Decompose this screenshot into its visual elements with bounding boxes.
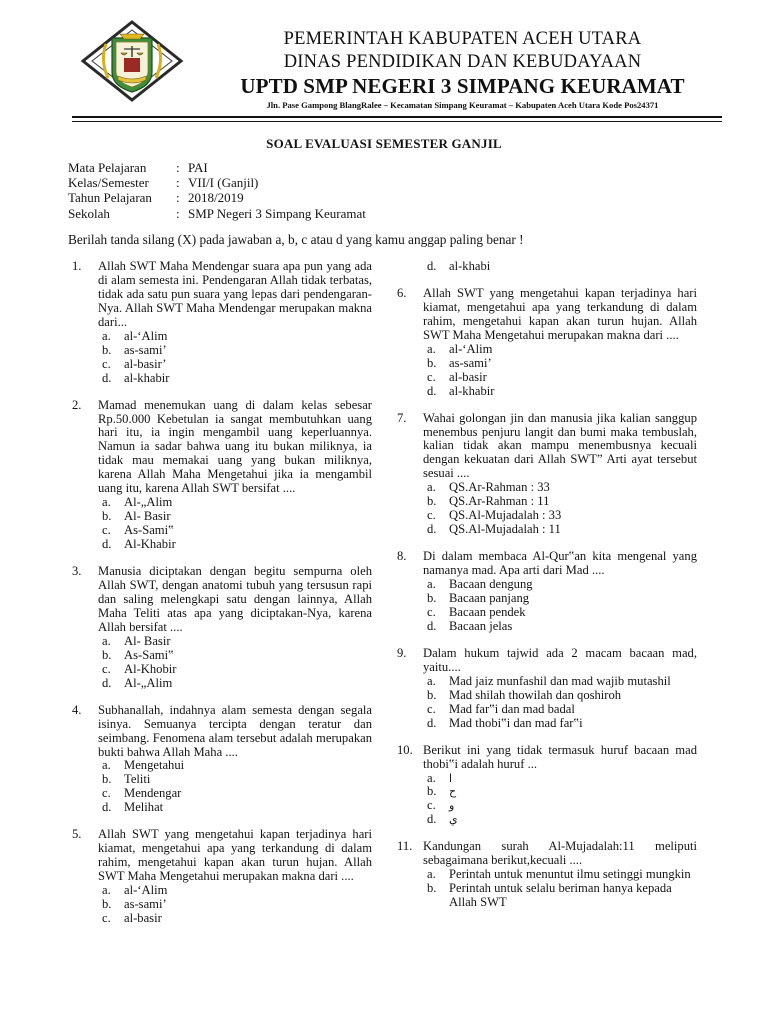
option-letter: c. — [102, 661, 111, 676]
option-text: Al-Khobir — [124, 661, 177, 676]
option-text: as-sami’ — [124, 897, 167, 912]
option-letter: a. — [427, 480, 436, 495]
option-text: Mad jaiz munfashil dan mad wajib mutashil — [449, 673, 671, 688]
option-letter: a. — [102, 633, 111, 648]
option-text: QS.Ar-Rahman : 11 — [449, 494, 550, 509]
answer-option — [98, 344, 372, 358]
answer-option — [423, 260, 697, 274]
question-text: Mamad menemukan uang di dalam kelas sebesar Rp.50.000 Kebetulan ia sangat membutuhkan uang hari itu, ia ingin mengambil uang keperluannya. Namun ia sadar bahwa uang itu bukan miliknya, ia tidak mau memakai uang yang bukan miliknya, karena Allah Maha Mengetahui jika ia mengambil uang itu, karena Allah SWT bersifat .... — [98, 397, 372, 496]
option-text: ي — [449, 813, 458, 827]
question-number: 2. — [72, 397, 82, 412]
option-text: Al- Basir — [124, 509, 171, 524]
question-number: 11. — [397, 839, 413, 854]
answer-option — [423, 592, 697, 606]
option-text: al-‘Alim — [449, 341, 493, 356]
option-text: al-basir — [449, 369, 487, 384]
question-number: 10. — [397, 742, 413, 757]
option-text: Mengetahui — [124, 758, 185, 773]
identity-colon: : — [176, 175, 180, 191]
answer-option — [423, 785, 697, 799]
option-text: ح — [449, 785, 457, 799]
question-text: Allah SWT yang mengetahui kapan terjadinya hari kiamat, mengetahui apa yang terkandung di dalam rahim, mengetahui kapan akan turun hujan. Allah SWT Maha Mengetahui merupakan makna dari .... — [98, 827, 372, 884]
option-text: al-‘Alim — [124, 883, 168, 898]
answer-option — [98, 649, 372, 663]
option-letter: c. — [427, 604, 436, 619]
option-text: Bacaan dengung — [449, 577, 533, 592]
answer-option — [98, 884, 372, 898]
identity-value: 2018/2019 — [188, 190, 244, 206]
answer-option — [423, 675, 697, 689]
question-text: Wahai golongan jin dan manusia jika kalian sanggup menembus penjuru langit dan bumi maka tembuslah, kalian tidak akan mampu menembusnya kecuali dengan kekuatan dari Allah SWT” Arti ayat tersebut sesuai .... — [423, 410, 697, 481]
answer-option — [423, 813, 697, 827]
option-letter: a. — [427, 577, 436, 592]
option-text: Mad shilah thowilah dan qoshiroh — [449, 687, 622, 702]
option-letter: c. — [102, 356, 111, 371]
option-letter: c. — [102, 523, 111, 538]
answer-option — [98, 787, 372, 801]
option-letter: c. — [427, 798, 436, 813]
answer-option — [423, 578, 697, 592]
question-item — [397, 412, 697, 538]
option-text: As-Sami‟ — [124, 647, 174, 662]
option-text: QS.Al-Mujadalah : 33 — [449, 508, 562, 523]
option-text: al-khabir — [449, 383, 495, 398]
header-address: Jln. Pase Gampong BlangRalee – Kecamatan Simpang Keuramat – Kabupaten Aceh Utara Kode Pos24371 — [266, 100, 659, 110]
option-letter: b. — [102, 772, 112, 787]
question-item — [72, 565, 372, 691]
aceh-utara-logo-icon — [80, 20, 184, 102]
identity-row — [68, 206, 366, 221]
option-letter: b. — [102, 647, 112, 662]
answer-option — [423, 371, 697, 385]
question-continuation — [397, 260, 697, 274]
option-letter: c. — [102, 786, 111, 801]
question-item — [72, 704, 372, 816]
option-text: As-Sami‟ — [124, 523, 174, 538]
question-item — [72, 399, 372, 552]
answer-option — [98, 538, 372, 552]
option-text: Al-Khabir — [124, 537, 176, 552]
option-letter: d. — [427, 812, 437, 827]
option-text: Al-„Alim — [124, 495, 173, 510]
option-letter: b. — [427, 355, 437, 370]
questions-right-column — [397, 260, 697, 923]
option-letter: d. — [427, 618, 437, 633]
answer-option — [423, 689, 697, 703]
option-letter: a. — [427, 867, 436, 882]
questions-left-column — [72, 260, 372, 939]
option-letter: b. — [102, 509, 112, 524]
option-text: Mad thobi‟i dan mad far‟i — [449, 715, 583, 730]
question-text: Berikut ini yang tidak termasuk huruf bacaan mad thobi‟i adalah huruf ... — [423, 742, 697, 771]
option-letter: a. — [102, 495, 111, 510]
identity-label: Sekolah — [68, 205, 110, 221]
option-letter: a. — [102, 328, 111, 343]
identity-row — [68, 190, 366, 205]
answer-option — [423, 481, 697, 495]
option-text: Mad far‟i dan mad badal — [449, 701, 575, 716]
option-letter: a. — [427, 341, 436, 356]
answer-option — [98, 677, 372, 691]
option-text: as-sami’ — [449, 355, 492, 370]
option-text: al-khabir — [124, 370, 170, 385]
answer-option — [423, 703, 697, 717]
option-text: as-sami’ — [124, 342, 167, 357]
identity-label: Kelas/Semester — [68, 175, 149, 191]
identity-label: Tahun Pelajaran — [68, 190, 152, 206]
option-text: Al-„Alim — [124, 675, 173, 690]
identity-value: VII/I (Ganjil) — [188, 175, 259, 191]
question-text: Allah SWT Maha Mendengar suara apa pun yang ada di alam semesta ini. Pendengaran Allah tidak terbatas, tidak ada satu pun suara yang lepas dari pendengaran-Nya. Allah SWT Maha Mendengar merupakan makna dari... — [98, 259, 372, 329]
header-rule-thick — [72, 116, 722, 118]
option-letter: a. — [427, 770, 436, 785]
header-agency: DINAS PENDIDIKAN DAN KEBUDAYAAN — [283, 52, 642, 72]
option-text: al-basir’ — [124, 356, 167, 371]
identity-row — [68, 160, 366, 175]
question-text: Subhanallah, indahnya alam semesta dengan segala isinya. Semuanya tercipta dengan teratur dan seimbang. Fenomena alam tersebut adalah merupakan bukti bahwa Allah Maha .... — [98, 702, 372, 759]
question-number: 7. — [397, 410, 407, 425]
answer-option — [98, 635, 372, 649]
identity-colon: : — [176, 190, 180, 206]
answer-option — [98, 372, 372, 386]
question-number: 8. — [397, 549, 407, 564]
answer-option — [98, 912, 372, 926]
option-letter: d. — [102, 370, 112, 385]
option-letter: d. — [102, 800, 112, 815]
answer-option — [423, 509, 697, 523]
option-text: و — [449, 799, 455, 813]
answer-option — [423, 868, 697, 882]
answer-option — [98, 759, 372, 773]
answer-option — [423, 523, 697, 537]
answer-option — [98, 663, 372, 677]
option-letter: b. — [427, 784, 437, 799]
answer-option — [423, 620, 697, 634]
question-item — [72, 828, 372, 926]
answer-option — [423, 772, 697, 786]
option-letter: d. — [102, 537, 112, 552]
option-text: ا — [449, 771, 453, 785]
option-letter: b. — [427, 494, 437, 509]
option-text: QS.Al-Mujadalah : 11 — [449, 522, 561, 537]
option-text: Bacaan pendek — [449, 604, 526, 619]
header-rule-thin — [72, 121, 722, 122]
option-letter: b. — [102, 897, 112, 912]
question-number: 1. — [72, 259, 82, 273]
identity-value: SMP Negeri 3 Simpang Keuramat — [188, 205, 366, 221]
option-letter: c. — [427, 508, 436, 523]
question-item — [397, 744, 697, 828]
question-number: 4. — [72, 702, 82, 717]
answer-option — [98, 801, 372, 815]
option-text: Perintah untuk menuntut ilmu setinggi mungkin — [449, 867, 691, 882]
answer-option — [423, 343, 697, 357]
option-text: Bacaan jelas — [449, 618, 513, 633]
option-letter: c. — [102, 910, 111, 925]
option-text: Teliti — [124, 772, 151, 787]
header-government: PEMERINTAH KABUPATEN ACEH UTARA — [283, 29, 642, 49]
header-school: UPTD SMP NEGERI 3 SIMPANG KEURAMAT — [240, 74, 685, 98]
option-letter: b. — [427, 687, 437, 702]
instruction-text: Berilah tanda silang (X) pada jawaban a, b, c atau d yang kamu anggap paling benar ! — [68, 232, 524, 247]
option-text: Bacaan panjang — [449, 591, 530, 606]
option-text: al-‘Alim — [124, 328, 168, 343]
question-text: Di dalam membaca Al-Qur‟an kita mengenal yang namanya mad. Apa arti dari Mad .... — [423, 549, 697, 578]
question-item — [72, 260, 372, 386]
question-item — [397, 287, 697, 399]
option-letter: d. — [427, 522, 437, 537]
answer-option — [423, 606, 697, 620]
question-item — [397, 550, 697, 634]
question-number: 5. — [72, 827, 82, 842]
option-text: al-khabi — [449, 259, 491, 273]
answer-option — [423, 385, 697, 399]
answer-option — [423, 799, 697, 813]
option-text: al-basir — [124, 910, 162, 925]
answer-option — [98, 358, 372, 372]
option-letter: b. — [427, 591, 437, 606]
identity-colon: : — [176, 205, 180, 221]
question-text: Manusia diciptakan dengan begitu sempurna oleh Allah SWT, dengan anatomi tubuh yang tersusun rapi dan saling melengkapi satu dengan lainnya, Allah Maha Teliti atas apa yang diciptakan-Nya, karena Allah bersifat .... — [98, 564, 372, 634]
identity-label: Mata Pelajaran — [68, 160, 147, 175]
answer-option — [423, 495, 697, 509]
question-text: Allah SWT yang mengetahui kapan terjadinya hari kiamat, mengetahui apa yang terkandung di dalam rahim, mengetahui kapan akan turun hujan. Allah SWT Maha Mengetahui merupakan makna dari .... — [423, 285, 697, 342]
answer-option — [98, 510, 372, 524]
option-letter: d. — [427, 715, 437, 730]
answer-option — [98, 496, 372, 510]
option-letter: a. — [102, 758, 111, 773]
question-item — [397, 840, 697, 910]
option-letter: a. — [427, 673, 436, 688]
question-number: 6. — [397, 285, 407, 300]
identity-value: PAI — [188, 160, 208, 175]
option-letter: d. — [427, 259, 437, 273]
answer-option — [423, 717, 697, 731]
question-number: 3. — [72, 564, 82, 579]
identity-colon: : — [176, 160, 180, 175]
option-text: Al- Basir — [124, 633, 171, 648]
option-letter: b. — [102, 342, 112, 357]
question-item — [397, 647, 697, 731]
answer-option — [98, 330, 372, 344]
identity-row — [68, 175, 366, 190]
option-text: QS.Ar-Rahman : 33 — [449, 480, 550, 495]
answer-option — [98, 773, 372, 787]
option-letter: c. — [427, 369, 436, 384]
document-title: SOAL EVALUASI SEMESTER GANJIL — [266, 136, 502, 151]
answer-option — [423, 357, 697, 371]
option-letter: c. — [427, 701, 436, 716]
option-letter: d. — [427, 383, 437, 398]
answer-option — [423, 882, 697, 910]
option-text: Perintah untuk selalu beriman hanya kepada Allah SWT — [449, 881, 672, 910]
option-letter: a. — [102, 883, 111, 898]
identity-table — [68, 160, 366, 221]
question-text: Dalam hukum tajwid ada 2 macam bacaan mad, yaitu.... — [423, 645, 697, 674]
question-text: Kandungan surah Al-Mujadalah:11 meliputi sebagaimana berikut,kecuali .... — [423, 839, 697, 868]
answer-option — [98, 898, 372, 912]
answer-option — [98, 524, 372, 538]
question-number: 9. — [397, 645, 407, 660]
option-letter: d. — [102, 675, 112, 690]
option-letter: b. — [427, 881, 437, 896]
option-text: Melihat — [124, 800, 164, 815]
option-text: Mendengar — [124, 786, 182, 801]
